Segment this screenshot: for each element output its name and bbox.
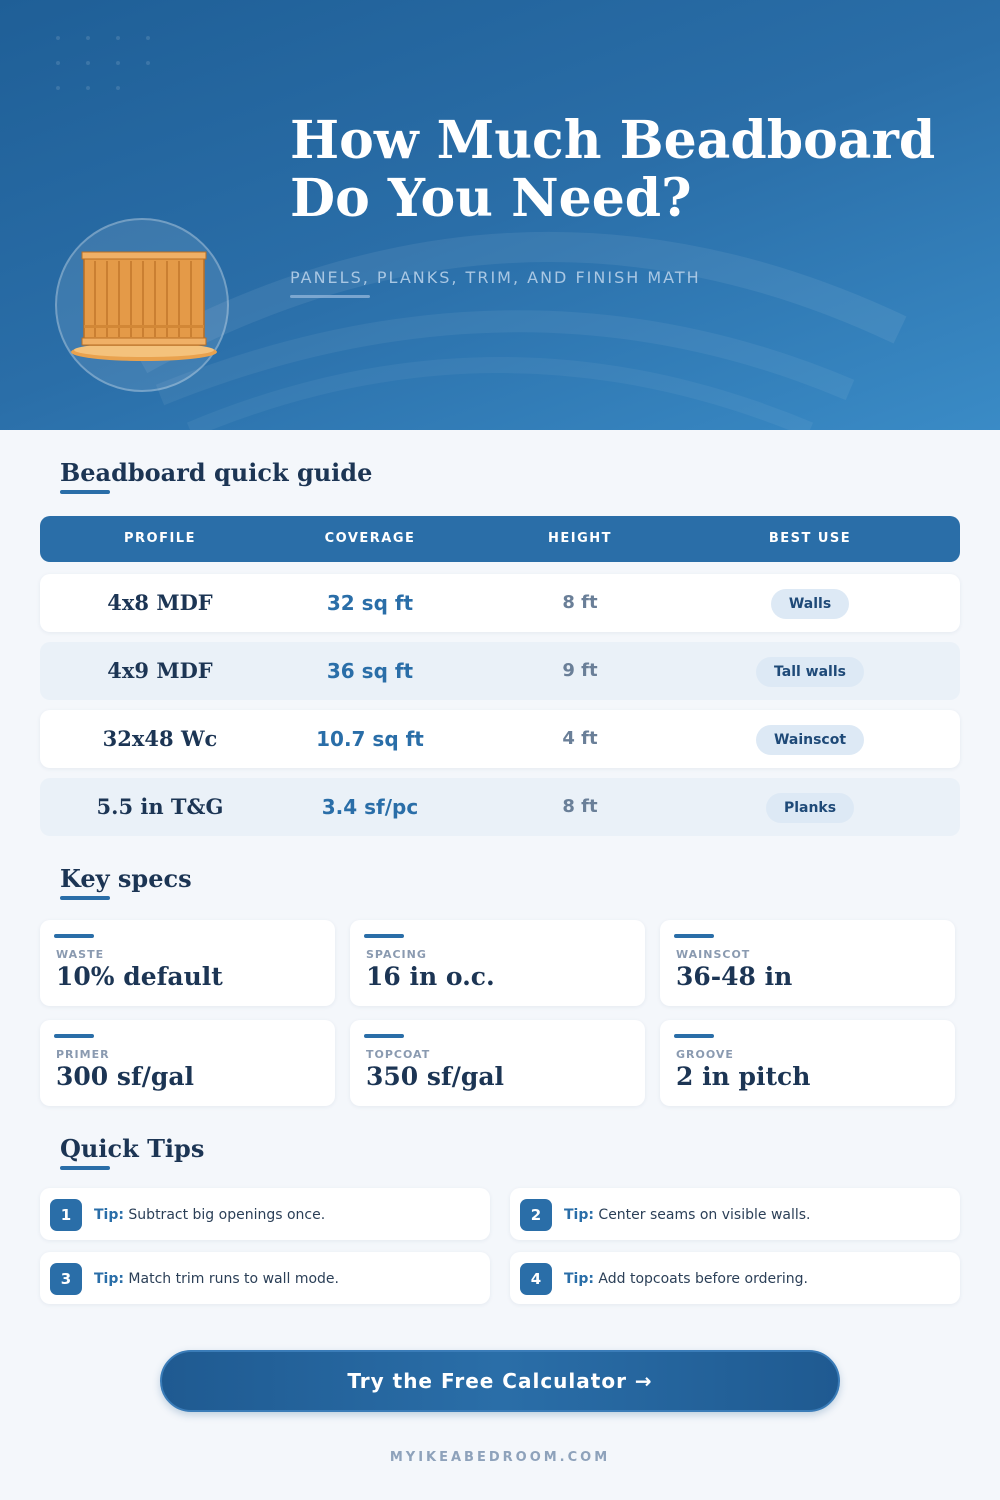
spec-accent-bar <box>674 1034 714 1038</box>
spec-card-primer <box>40 1020 335 1106</box>
tip-text <box>564 1188 811 1242</box>
tip-card <box>510 1188 960 1240</box>
use-badge: Wainscot <box>756 725 864 755</box>
tip-number-badge: 4 <box>520 1263 552 1295</box>
table-row <box>40 574 960 632</box>
cell-profile: 4x9 MDF <box>107 658 213 683</box>
tip-text <box>564 1252 808 1306</box>
tips-title: Quick Tips <box>60 1134 205 1163</box>
page-title-line-1: How Much Beadboard <box>290 110 936 171</box>
column-header-coverage: COVERAGE <box>324 531 416 546</box>
cell-best-use <box>700 642 920 700</box>
specs-title: Key specs <box>60 864 192 893</box>
tip-body: Add topcoats before ordering. <box>598 1271 808 1287</box>
tip-body: Center seams on visible walls. <box>598 1207 811 1223</box>
spec-label: SPACING <box>366 948 427 961</box>
guide-title: Beadboard quick guide <box>60 458 373 487</box>
cell-best-use <box>700 574 920 632</box>
cell-best-use <box>700 778 920 836</box>
table-row <box>40 710 960 768</box>
column-header-best-use: BEST USE <box>768 531 852 546</box>
page-title <box>290 112 970 228</box>
cell-coverage: 32 sq ft <box>326 591 414 615</box>
spec-value: 350 sf/gal <box>366 1062 505 1091</box>
tip-lead: Tip: <box>564 1207 594 1223</box>
decorative-dots <box>54 34 164 98</box>
spec-value: 10% default <box>56 962 223 991</box>
tip-text <box>94 1252 339 1306</box>
footer-site-name: MYIKEABEDROOM.COM <box>389 1450 611 1465</box>
spec-accent-bar <box>54 934 94 938</box>
tip-number-badge: 3 <box>50 1263 82 1295</box>
tip-number-badge: 2 <box>520 1199 552 1231</box>
specs-title-underline <box>60 896 110 900</box>
tip-lead: Tip: <box>564 1271 594 1287</box>
spec-value: 2 in pitch <box>676 1062 811 1091</box>
page-title-line-2: Do You Need? <box>290 168 692 229</box>
cell-coverage: 10.7 sq ft <box>316 727 424 751</box>
use-badge: Tall walls <box>756 657 864 687</box>
tip-lead: Tip: <box>94 1207 124 1223</box>
tip-card <box>510 1252 960 1304</box>
spec-card-waste <box>40 920 335 1006</box>
spec-value: 16 in o.c. <box>366 962 495 991</box>
use-badge: Walls <box>771 589 849 619</box>
spec-card-spacing <box>350 920 645 1006</box>
spec-card-groove <box>660 1020 955 1106</box>
column-header-height: HEIGHT <box>547 531 612 546</box>
tip-text <box>94 1188 325 1242</box>
tip-number-badge: 1 <box>50 1199 82 1231</box>
cell-coverage: 36 sq ft <box>326 659 414 683</box>
cell-best-use <box>700 710 920 768</box>
subtitle-underline <box>290 295 370 298</box>
use-badge: Planks <box>766 793 854 823</box>
spec-label: GROOVE <box>676 1048 734 1061</box>
free-calculator-button[interactable]: Try the Free Calculator → <box>160 1350 840 1412</box>
table-row <box>40 642 960 700</box>
tip-body: Subtract big openings once. <box>128 1207 326 1223</box>
table-row <box>40 778 960 836</box>
cell-height: 4 ft <box>562 728 598 749</box>
cell-height: 8 ft <box>562 592 598 613</box>
tip-body: Match trim runs to wall mode. <box>128 1271 339 1287</box>
tip-card <box>40 1188 490 1240</box>
spec-card-topcoat <box>350 1020 645 1106</box>
cell-profile: 32x48 Wc <box>102 726 218 751</box>
spec-label: PRIMER <box>56 1048 110 1061</box>
spec-label: TOPCOAT <box>366 1048 431 1061</box>
column-header-profile: PROFILE <box>124 531 196 546</box>
guide-title-underline <box>60 490 110 494</box>
cell-coverage: 3.4 sf/pc <box>321 795 419 819</box>
page-subtitle: PANELS, PLANKS, TRIM, AND FINISH MATH <box>290 268 701 287</box>
cell-profile: 4x8 MDF <box>107 590 213 615</box>
hero-banner <box>0 0 1000 430</box>
spec-value: 300 sf/gal <box>56 1062 195 1091</box>
spec-accent-bar <box>364 1034 404 1038</box>
spec-value: 36-48 in <box>676 962 793 991</box>
spec-card-wainscot <box>660 920 955 1006</box>
cell-height: 8 ft <box>562 796 598 817</box>
spec-accent-bar <box>54 1034 94 1038</box>
beadboard-panel-icon <box>55 218 229 392</box>
cell-profile: 5.5 in T&G <box>96 794 224 819</box>
spec-label: WAINSCOT <box>676 948 751 961</box>
spec-label: WASTE <box>56 948 105 961</box>
cell-height: 9 ft <box>562 660 598 681</box>
spec-accent-bar <box>364 934 404 938</box>
tip-card <box>40 1252 490 1304</box>
spec-accent-bar <box>674 934 714 938</box>
tip-lead: Tip: <box>94 1271 124 1287</box>
tips-title-underline <box>60 1166 110 1170</box>
table-header <box>40 516 960 562</box>
